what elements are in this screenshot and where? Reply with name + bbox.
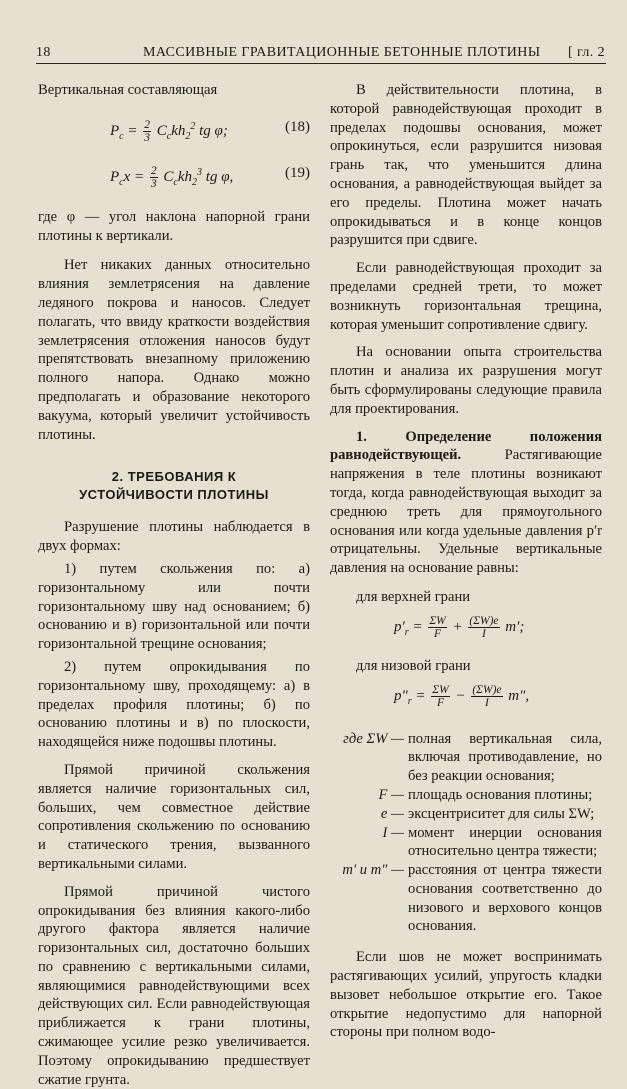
definition-text: площадь основания плотины; bbox=[408, 786, 593, 803]
left-column bbox=[38, 81, 310, 1088]
formula-lower-face bbox=[330, 676, 602, 722]
symbol-definitions bbox=[330, 730, 602, 937]
header-rule bbox=[36, 63, 606, 64]
rule-1-heading: 1. Определение положения равнодействующей. bbox=[330, 428, 602, 464]
chapter-marker: [ гл. 2 bbox=[568, 45, 605, 60]
formula-19-expression: $P_cx$ = $\frac{2}{3}$ $C_ckh_2^3$ tg φ, bbox=[110, 164, 234, 190]
paragraph-overturning-cause: Прямой причиной чистого опрокидывания без влияния какого-либо другого фактора является наличие горизонтальных сил, достаточно больших по сравнению с вертикальными силами, являющимися равнодействующими всех действующих сил. Если равнодействующая приближается к грани плотины, сжимающее усилие резко увеличивается. Поэтому опрокидыванию предшествует сжатие грунта. bbox=[38, 883, 310, 1088]
list-item-overturning: 2) путем опрокидывания по горизонтальному шву, проходящему: а) в пределах профиля плотины; б) по основанию плотины и в) по плоскости, находящейся ниже подошвы плотины. bbox=[38, 658, 310, 751]
formula-18 bbox=[38, 112, 310, 146]
paragraph-resultant-position bbox=[330, 428, 602, 578]
page-number: 18 bbox=[36, 45, 51, 60]
paragraph-joint-opening: Если шов не может воспринимать растягивающих усилий, упругость кладки вызовет небольшое открытие его. Такое открытие недопустимо для напорной стороны при полном водо- bbox=[330, 949, 602, 1041]
right-column bbox=[330, 81, 602, 1041]
definition-text: расстояния от центра тяжести основания соответственно до низового и верхового концов основания. bbox=[408, 862, 602, 935]
rule-1-text: Растягивающие напряжения в теле плотины возникают тогда, когда равнодействующая выходит за среднюю треть для прямоугольного основания или когда удельные давления p′r отрицательны. Удельные вертикальные давления на основание равны: bbox=[330, 447, 602, 577]
definition-text: полная вертикальная сила, включая противодавление, но без реакции основания; bbox=[408, 730, 602, 785]
definition-row bbox=[330, 861, 602, 936]
definition-text: момент инерции основания относительно центра тяжести; bbox=[408, 824, 602, 860]
running-header bbox=[0, 42, 627, 64]
paragraph-design-rules: На основании опыта строительства плотин и анализа их разрушения могут быть сформулированы следующие правила для проектирования. bbox=[330, 344, 602, 417]
paragraph-middle-third: Если равнодействующая проходит за пределами средней трети, то может возникнуть горизонтальная трещина, которая уменьшит сопротивление сдвигу. bbox=[330, 260, 602, 333]
paragraph-failure-forms: Разрушение плотины наблюдается в двух формах: bbox=[38, 519, 310, 555]
section-heading: 2. ТРЕБОВАНИЯ К УСТОЙЧИВОСТИ ПЛОТИНЫ bbox=[79, 469, 269, 503]
formula-19 bbox=[38, 158, 310, 192]
definition-term: где ΣW — bbox=[343, 730, 404, 747]
formula-upper-face-expression: $p'_r$ = $\frac{\Sigma W}{F}$ + $\frac{(\Sigma W)e}{I}$ m′; bbox=[394, 614, 525, 640]
definition-row bbox=[330, 786, 602, 805]
where-phi: где φ — угол наклона напорной грани плотины к вертикали. bbox=[38, 208, 310, 244]
definition-text: эксцентриситет для силы ΣW; bbox=[408, 805, 595, 822]
running-title: МАССИВНЫЕ ГРАВИТАЦИОННЫЕ БЕТОННЫЕ ПЛОТИНЫ bbox=[143, 45, 541, 60]
formula-19-number: (19) bbox=[285, 164, 310, 181]
definition-row bbox=[330, 730, 602, 786]
paragraph-actual-overturn: В действительности плотина, в которой равнодействующая проходит в пределах подошвы основания, может опрокинуться, если разрушится низовая грань так, что уменьшится длина основания, а равнодействующая выйдет за его пределы. Плотина может начать опрокидываться и в конце концов разрушится при сдвиге. bbox=[330, 82, 602, 249]
definition-row bbox=[330, 805, 602, 824]
definition-term: I — bbox=[382, 824, 404, 841]
formula-intro: Вертикальная составляющая bbox=[38, 82, 218, 98]
list-item-sliding: 1) путем скольжения по: а) горизонтальному или почти горизонтальному шву над основанием; б) основанию и в) горизонтальной или почти горизонтальной трещине основания; bbox=[38, 560, 310, 653]
label-upper-face: для верхней грани bbox=[356, 588, 471, 605]
formula-18-number: (18) bbox=[285, 118, 310, 135]
formula-upper-face bbox=[330, 607, 602, 653]
paragraph-sliding-cause: Прямой причиной скольжения является наличие горизонтальных сил, больших, чем совместное действие сопротивления скольжению по основанию и статического трения, вызванного вертикальными силами. bbox=[38, 761, 310, 872]
definition-term: m′ и m″ — bbox=[342, 862, 404, 879]
definition-term: e — bbox=[380, 805, 404, 822]
formula-18-expression: $P_c$ = $\frac{2}{3}$ $C_ckh_2^2$ tg φ; bbox=[110, 118, 228, 144]
definition-term: F — bbox=[378, 786, 404, 803]
label-lower-face: для низовой грани bbox=[356, 657, 471, 674]
paragraph-ice-silt: Нет никаких данных относительно влияния землетрясения на давление ледяного покрова и наносов. Следует полагать, что ввиду краткости воздействия землетрясения отложения наносов будут препятствовать внезапному приложению полного напора. Однако можно предполагать и образование некоторого вакуума, который увеличит устойчивость плотины. bbox=[38, 257, 310, 443]
definition-row bbox=[330, 824, 602, 862]
formula-lower-face-expression: $p''_r$ = $\frac{\Sigma W}{F}$ − $\frac{(\Sigma W)e}{I}$ m″, bbox=[394, 683, 530, 709]
